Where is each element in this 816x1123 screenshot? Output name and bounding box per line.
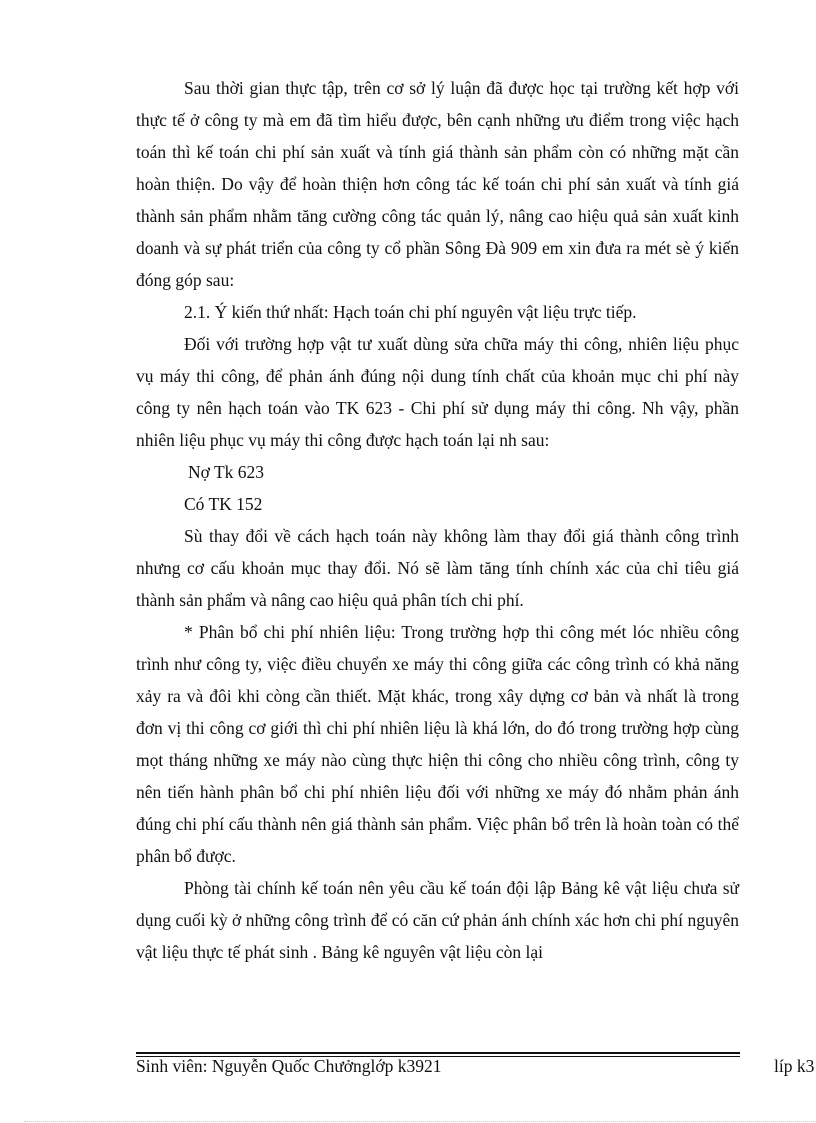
paragraph-materials-list: Phòng tài chính kế toán nên yêu cầu kế toán đội lập Bảng kê vật liệu chưa sử dụng cuối kỳ ở những công trình để có căn cứ phản ánh chính xác hơn chi phí nguyên vật liệu thực tế phát sinh . Bảng kê nguyên vật liệu còn lại — [136, 878, 739, 962]
footer-class: líp k3 — [774, 1056, 815, 1076]
footer-rule-thick — [136, 1052, 740, 1054]
footer-student-info: Sinh viên: Nguyễn Quốc Chưởnglớp k3921 — [136, 1056, 442, 1076]
body-text — [136, 72, 739, 968]
section-heading-2-1: 2.1. Ý kiến thứ nhất: Hạch toán chi phí nguyên vật liệu trực tiếp. — [184, 302, 637, 322]
journal-entry-debit: Nợ Tk 623 — [188, 462, 265, 482]
page-bottom-border — [24, 1121, 816, 1122]
journal-entry-credit: Có TK 152 — [184, 494, 263, 514]
paragraph-fuel-allocation: * Phân bổ chi phí nhiên liệu: Trong trường hợp thi công mét lóc nhiều công trình như công ty, việc điều chuyển xe máy thi công giữa các công trình có khả năng xảy ra và đôi khi còng cần thiết. Mặt khác, trong xây dựng cơ bản và nhất là trong đơn vị thi công cơ giới thì chi phí nhiên liệu là khá lớn, do đó trong trường hợp cùng mọt tháng những xe máy nào cùng thực hiện thi công cho nhiều công trình, công ty nên tiến hành phân bổ chi phí nhiên liệu đối với những xe máy đó nhằm phản ánh đúng chi phí cấu thành nên giá thành sản phẩm. Việc phân bổ trên là hoàn toàn có thể phân bổ được. — [136, 622, 739, 866]
paragraph-accounting-change: Sù thay đổi về cách hạch toán này không làm thay đổi giá thành công trình nhưng cơ cấu khoản mục thay đổi. Nó sẽ làm tăng tính chính xác của chỉ tiêu giá thành sản phẩm và nâng cao hiệu quả phân tích chi phí. — [136, 526, 739, 610]
paragraph-machine-costs: Đối với trường hợp vật tư xuất dùng sửa chữa máy thi công, nhiên liệu phục vụ máy thi công, để phản ánh đúng nội dung tính chất của khoản mục chi phí này công ty nên hạch toán vào TK 623 - Chi phí sử dụng máy thi công. Nh vậy, phần nhiên liệu phục vụ máy thi công được hạch toán lại nh sau: — [136, 334, 739, 450]
paragraph-intro: Sau thời gian thực tập, trên cơ sở lý luận đã được học tại trường kết hợp với thực tế ở công ty mà em đã tìm hiểu được, bên cạnh những ưu điểm trong việc hạch toán thì kế toán chi phí sản xuất và tính giá thành sản phẩm còn có những mặt cần hoàn thiện. Do vậy để hoàn thiện hơn công tác kế toán chi phí sản xuất và tính giá thành sản phẩm nhằm tăng cường công tác quản lý, nâng cao hiệu quả sản xuất kinh doanh và sự phát triển của công ty cổ phần Sông Đà 909 em xin đưa ra mét sè ý kiến đóng góp sau: — [136, 78, 739, 290]
